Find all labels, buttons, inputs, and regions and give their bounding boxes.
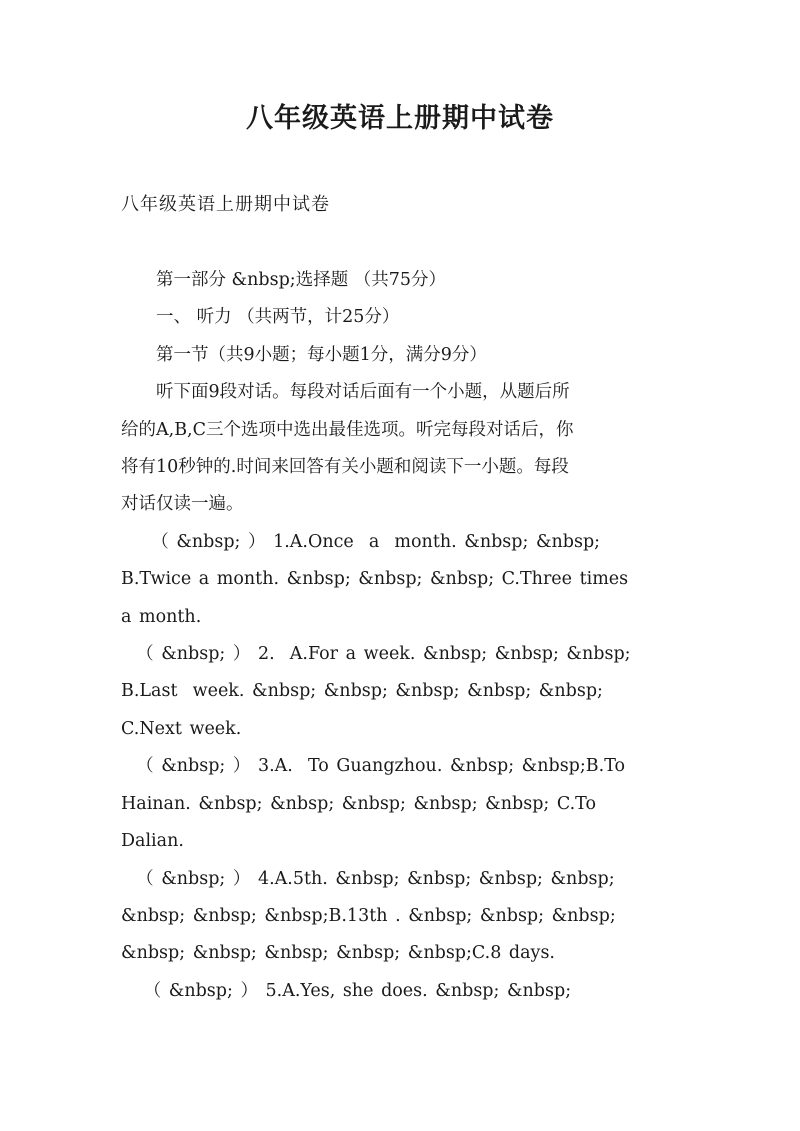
- page-title: 八年级英语上册期中试卷: [246, 103, 554, 134]
- question-line: （ &nbsp; ） 1.A.Once a month. &nbsp; &nbsp;: [121, 531, 601, 552]
- question-line: （ &nbsp; ） 3.A. To Guangzhou. &nbsp; &nbsp;B.To: [121, 756, 626, 777]
- question-3: [121, 748, 681, 860]
- instructions-paragraph: [121, 374, 681, 524]
- question-2: [121, 636, 681, 748]
- subsection-heading: 第一节（共9小题；每小题1分，满分9分）: [156, 344, 487, 365]
- question-line: （ &nbsp; ） 4.A.5th. &nbsp; &nbsp; &nbsp; &nbsp;: [121, 868, 615, 889]
- instructions-line: 给的A,B,C三个选项中选出最佳选项。听完每段对话后，你: [121, 419, 574, 440]
- document-body: [121, 262, 681, 1010]
- document-subtitle: 八年级英语上册期中试卷: [121, 194, 330, 215]
- question-5: [121, 973, 681, 1010]
- question-line: （ &nbsp; ） 5.A.Yes, she does. &nbsp; &nbsp;: [121, 980, 572, 1001]
- question-line: Hainan. &nbsp; &nbsp; &nbsp; &nbsp; &nbsp; C.To: [121, 793, 597, 814]
- section-heading: 一、 听力 （共两节，计25分）: [156, 307, 400, 328]
- question-line: a month.: [121, 606, 202, 627]
- question-4: [121, 861, 681, 973]
- question-line: B.Last week. &nbsp; &nbsp; &nbsp; &nbsp; &nbsp;: [121, 681, 603, 702]
- question-line: &nbsp; &nbsp; &nbsp;B.13th . &nbsp; &nbsp; &nbsp;: [121, 905, 616, 926]
- part-heading: 第一部分 &nbsp;选择题 （共75分）: [156, 270, 447, 290]
- question-line: B.Twice a month. &nbsp; &nbsp; &nbsp; C.Three times: [121, 569, 629, 590]
- question-1: [121, 524, 681, 636]
- question-line: &nbsp; &nbsp; &nbsp; &nbsp; &nbsp;C.8 days.: [121, 943, 555, 964]
- instructions-line: 将有10秒钟的.时间来回答有关小题和阅读下一小题。每段: [121, 457, 569, 478]
- instructions-line: 听下面9段对话。每段对话后面有一个小题，从题后所: [156, 382, 570, 403]
- question-line: Dalian.: [121, 831, 184, 852]
- question-line: （ &nbsp; ） 2. A.For a week. &nbsp; &nbsp; &nbsp;: [121, 644, 631, 665]
- question-line: C.Next week.: [121, 718, 242, 739]
- instructions-line: 对话仅读一遍。: [121, 494, 244, 515]
